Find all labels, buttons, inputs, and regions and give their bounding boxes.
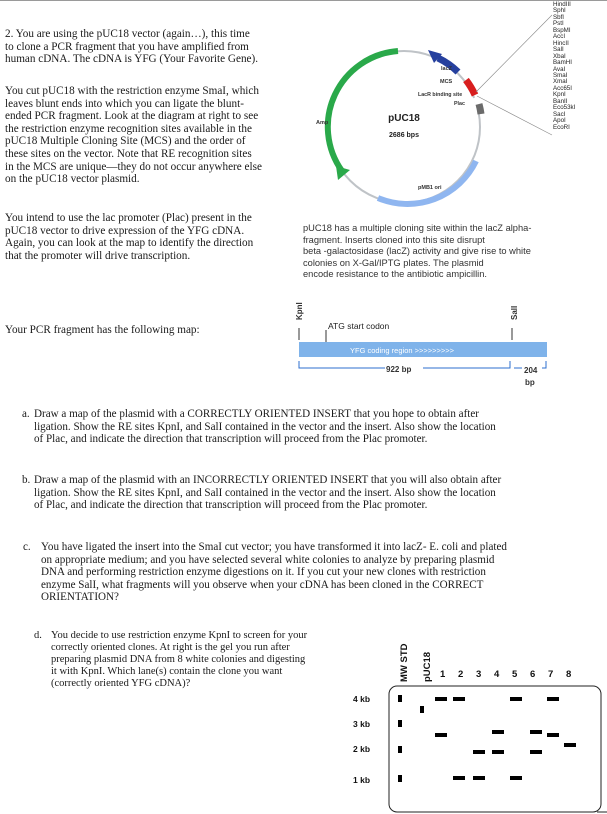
lane-number: 1 — [440, 669, 446, 680]
lac-line: pUC18 vector to drive expression of the YFG cDNA. — [5, 224, 245, 237]
marker-4kb: 4 kb — [353, 694, 371, 704]
question-d-line: correctly oriented clones. At right is the gel you run after — [51, 642, 290, 653]
lane-number: 3 — [476, 669, 482, 680]
mcs-site: AvaI — [553, 65, 566, 73]
lac-line: that the promoter will drive transcription. — [5, 249, 191, 262]
gel-band — [398, 695, 402, 702]
len2-bracket-right — [542, 361, 546, 368]
plasmid-map — [300, 10, 555, 215]
sali-label: SalI — [510, 305, 519, 320]
question-a-line: Draw a map of the plasmid with a CORRECTLY ORIENTED INSERT that you hope to obtain after — [34, 408, 479, 420]
gel-band — [510, 776, 522, 780]
lac-paragraph — [5, 212, 253, 262]
question-c-marker: c. — [23, 541, 31, 553]
gel-band — [492, 750, 504, 754]
gel-band — [453, 697, 465, 701]
lacr-label: LacR binding site — [418, 92, 463, 98]
gel-band — [473, 776, 485, 780]
len2-label: 204 — [524, 366, 538, 375]
puc18-lane-label: pUC18 — [422, 651, 433, 682]
gel-figure — [335, 630, 607, 814]
plac-label: Plac — [454, 101, 465, 107]
mcs-site: HincII — [553, 39, 569, 47]
mcs-site: BanII — [553, 97, 568, 105]
kpni-label: KpnI — [295, 302, 304, 320]
smai-line: in the MCS are unique—they do not occur anywhere else — [5, 160, 262, 173]
gel-band — [530, 750, 542, 754]
coding-region-label: YFG coding region >>>>>>>>> — [350, 346, 455, 355]
gel-band — [564, 743, 576, 747]
pcr-map-label: Your PCR fragment has the following map: — [5, 324, 200, 336]
mcs-site: SacI — [553, 110, 566, 118]
lane-number: 7 — [548, 669, 554, 680]
lane-number: 2 — [458, 669, 464, 680]
question-d-line: You decide to use restriction enzyme KpnI to screen for your — [51, 630, 308, 641]
gel-band — [420, 706, 424, 713]
plasmid-name: pUC18 — [388, 113, 420, 124]
gel-band — [398, 720, 402, 727]
smai-line: pUC18 Multiple Cloning Site (MCS) and the order of — [5, 135, 246, 148]
question-c-line: enzyme SalI, what fragments will you observe when your cDNA has been cloned in the CORRECT — [41, 578, 484, 591]
smai-line: these sites on the vector. Note that RE recognition sites — [5, 147, 252, 160]
q2-intro-line: to clone a PCR fragment that you have amplified from — [5, 40, 249, 53]
puc-description — [303, 223, 531, 281]
smai-line: the restriction enzyme recognition sites available in the — [5, 122, 252, 135]
top-rule — [0, 0, 607, 1]
smai-paragraph — [5, 85, 262, 186]
puc-desc-line: fragment. Inserts cloned into this site disrupt — [303, 234, 485, 245]
gel-bands — [398, 695, 576, 782]
marker-3kb: 3 kb — [353, 719, 371, 729]
mcs-label: MCS — [440, 79, 453, 85]
atg-label: ATG start codon — [328, 321, 390, 331]
puc-desc-line: encode resistance to the antibiotic ampicillin. — [303, 269, 487, 280]
smai-line: You cut pUC18 with the restriction enzyme SmaI, which — [5, 85, 259, 97]
smai-line: on the pUC18 vector plasmid. — [5, 173, 140, 186]
gel-band — [492, 730, 504, 734]
mcs-site: EcoRI — [553, 123, 570, 131]
question-d-marker: d. — [34, 630, 42, 641]
mcs-site: SmaI — [553, 71, 568, 79]
question-d — [34, 630, 308, 690]
puc-desc-line: beta -galactosidase (lacZ) activity and give rise to white — [303, 246, 531, 257]
question-c-line: You have ligated the insert into the SmaI cut vector; you have transformed it into lacZ- E. coli and plated — [41, 541, 507, 553]
mcs-site: BspMI — [553, 26, 571, 34]
question-b-line: ligation. Show the RE sites KpnI, and SalI contained in the vector and the insert. Also show the location — [34, 486, 496, 499]
question-a-line: ligation. Show the RE sites KpnI, and SalI contained in the vector and the insert. Also show the location — [34, 420, 496, 433]
question-d-line: preparing plasmid DNA from 8 white colonies and digesting — [51, 654, 306, 665]
amp-gene-arc — [328, 51, 398, 171]
q2-intro-line: human cDNA. The cDNA is YFG (Your Favorite Gene). — [5, 53, 259, 66]
mcs-arc — [466, 80, 475, 95]
len1-label: 922 bp — [386, 365, 412, 374]
lane-number: 8 — [566, 669, 572, 680]
smai-line: ended PCR fragment. Look at the diagram at right to see — [5, 110, 259, 123]
question-c-line: ORIENTATION? — [41, 591, 119, 604]
mcs-site: SalI — [553, 46, 564, 54]
gel-band — [510, 697, 522, 701]
plasmid-size: 2686 bps — [389, 132, 419, 139]
marker-1kb: 1 kb — [353, 775, 371, 785]
mcs-site: XmaI — [553, 78, 568, 86]
mcs-site-list — [553, 2, 607, 131]
question-b-line: of Plac, and indicate the direction that transcription will proceed from the Plac promoter. — [34, 499, 428, 512]
question-b-line: Draw a map of the plasmid with an INCORRECTLY ORIENTED INSERT that you will also obtain after — [34, 474, 502, 486]
mcs-site: PstI — [553, 20, 564, 28]
gel-outline — [389, 686, 601, 812]
mcs-site: SphI — [553, 7, 566, 15]
question-a — [22, 408, 496, 446]
mw-std-label: MW STD — [399, 643, 410, 682]
fragment-map — [290, 298, 590, 396]
gel-band — [398, 775, 402, 782]
gel-band — [435, 733, 447, 737]
amp-label: Amp — [316, 120, 329, 126]
ori-arc — [378, 161, 476, 204]
gel-band — [473, 750, 485, 754]
plac-site — [479, 104, 481, 114]
lacz-label: lacZ — [441, 66, 453, 72]
lane-numbers — [440, 669, 571, 680]
question-c-line: DNA and performing restriction enzyme digestions on it. If you cut your new clones with restriction — [41, 566, 486, 579]
gel-band — [435, 697, 447, 701]
question-a-line: of Plac, and indicate the direction that transcription will proceed from the Plac promoter. — [34, 433, 428, 446]
mcs-site: Acc65I — [553, 84, 572, 92]
question-d-line: (correctly oriented YFG cDNA)? — [51, 678, 191, 689]
mcs-leader-top — [476, 15, 552, 92]
gel-band — [453, 776, 465, 780]
mcs-site: AccI — [553, 33, 566, 41]
lane-number: 6 — [530, 669, 536, 680]
q2-intro — [5, 28, 258, 66]
mcs-site: ApoI — [553, 117, 566, 125]
question-b — [22, 474, 502, 512]
marker-2kb: 2 kb — [353, 744, 371, 754]
lacr-site — [476, 97, 479, 104]
gel-band — [398, 746, 402, 753]
puc-desc-line: colonies on X-Gal/IPTG plates. The plasmid — [303, 257, 484, 268]
mcs-site: XbaI — [553, 52, 566, 60]
mcs-site: HindIII — [553, 1, 571, 8]
mcs-leader-bottom — [477, 96, 552, 135]
lac-line: Again, you can look at the map to identify the direction — [5, 237, 254, 250]
mcs-site: SbfI — [553, 13, 565, 21]
q2-intro-line: 2. You are using the pUC18 vector (again…), this time — [5, 28, 250, 40]
question-a-marker: a. — [22, 408, 30, 420]
gel-band — [530, 730, 542, 734]
gel-band — [547, 733, 559, 737]
smai-line: leaves blunt ends into which you can ligate the blunt- — [5, 97, 244, 110]
len2-unit: bp — [525, 378, 535, 387]
lane-number: 4 — [494, 669, 500, 680]
puc-desc-line: pUC18 has a multiple cloning site within the lacZ alpha- — [303, 223, 532, 233]
question-c-line: on appropriate medium; and you have selected several white colonies to analyze by preparing plasmid — [41, 553, 495, 566]
question-d-line: it with KpnI. Which lane(s) contain the clone you want — [51, 666, 283, 677]
size-markers — [353, 694, 370, 785]
mcs-site: Eco53kI — [553, 104, 576, 112]
mcs-site: KpnI — [553, 91, 566, 99]
mcs-site: BamHI — [553, 59, 572, 67]
question-b-marker: b. — [22, 474, 31, 486]
lac-line: You intend to use the lac promoter (Plac) present in the — [5, 212, 252, 224]
ori-label: pMB1 ori — [418, 185, 442, 191]
gel-band — [547, 697, 559, 701]
question-c — [23, 541, 507, 604]
lane-number: 5 — [512, 669, 518, 680]
